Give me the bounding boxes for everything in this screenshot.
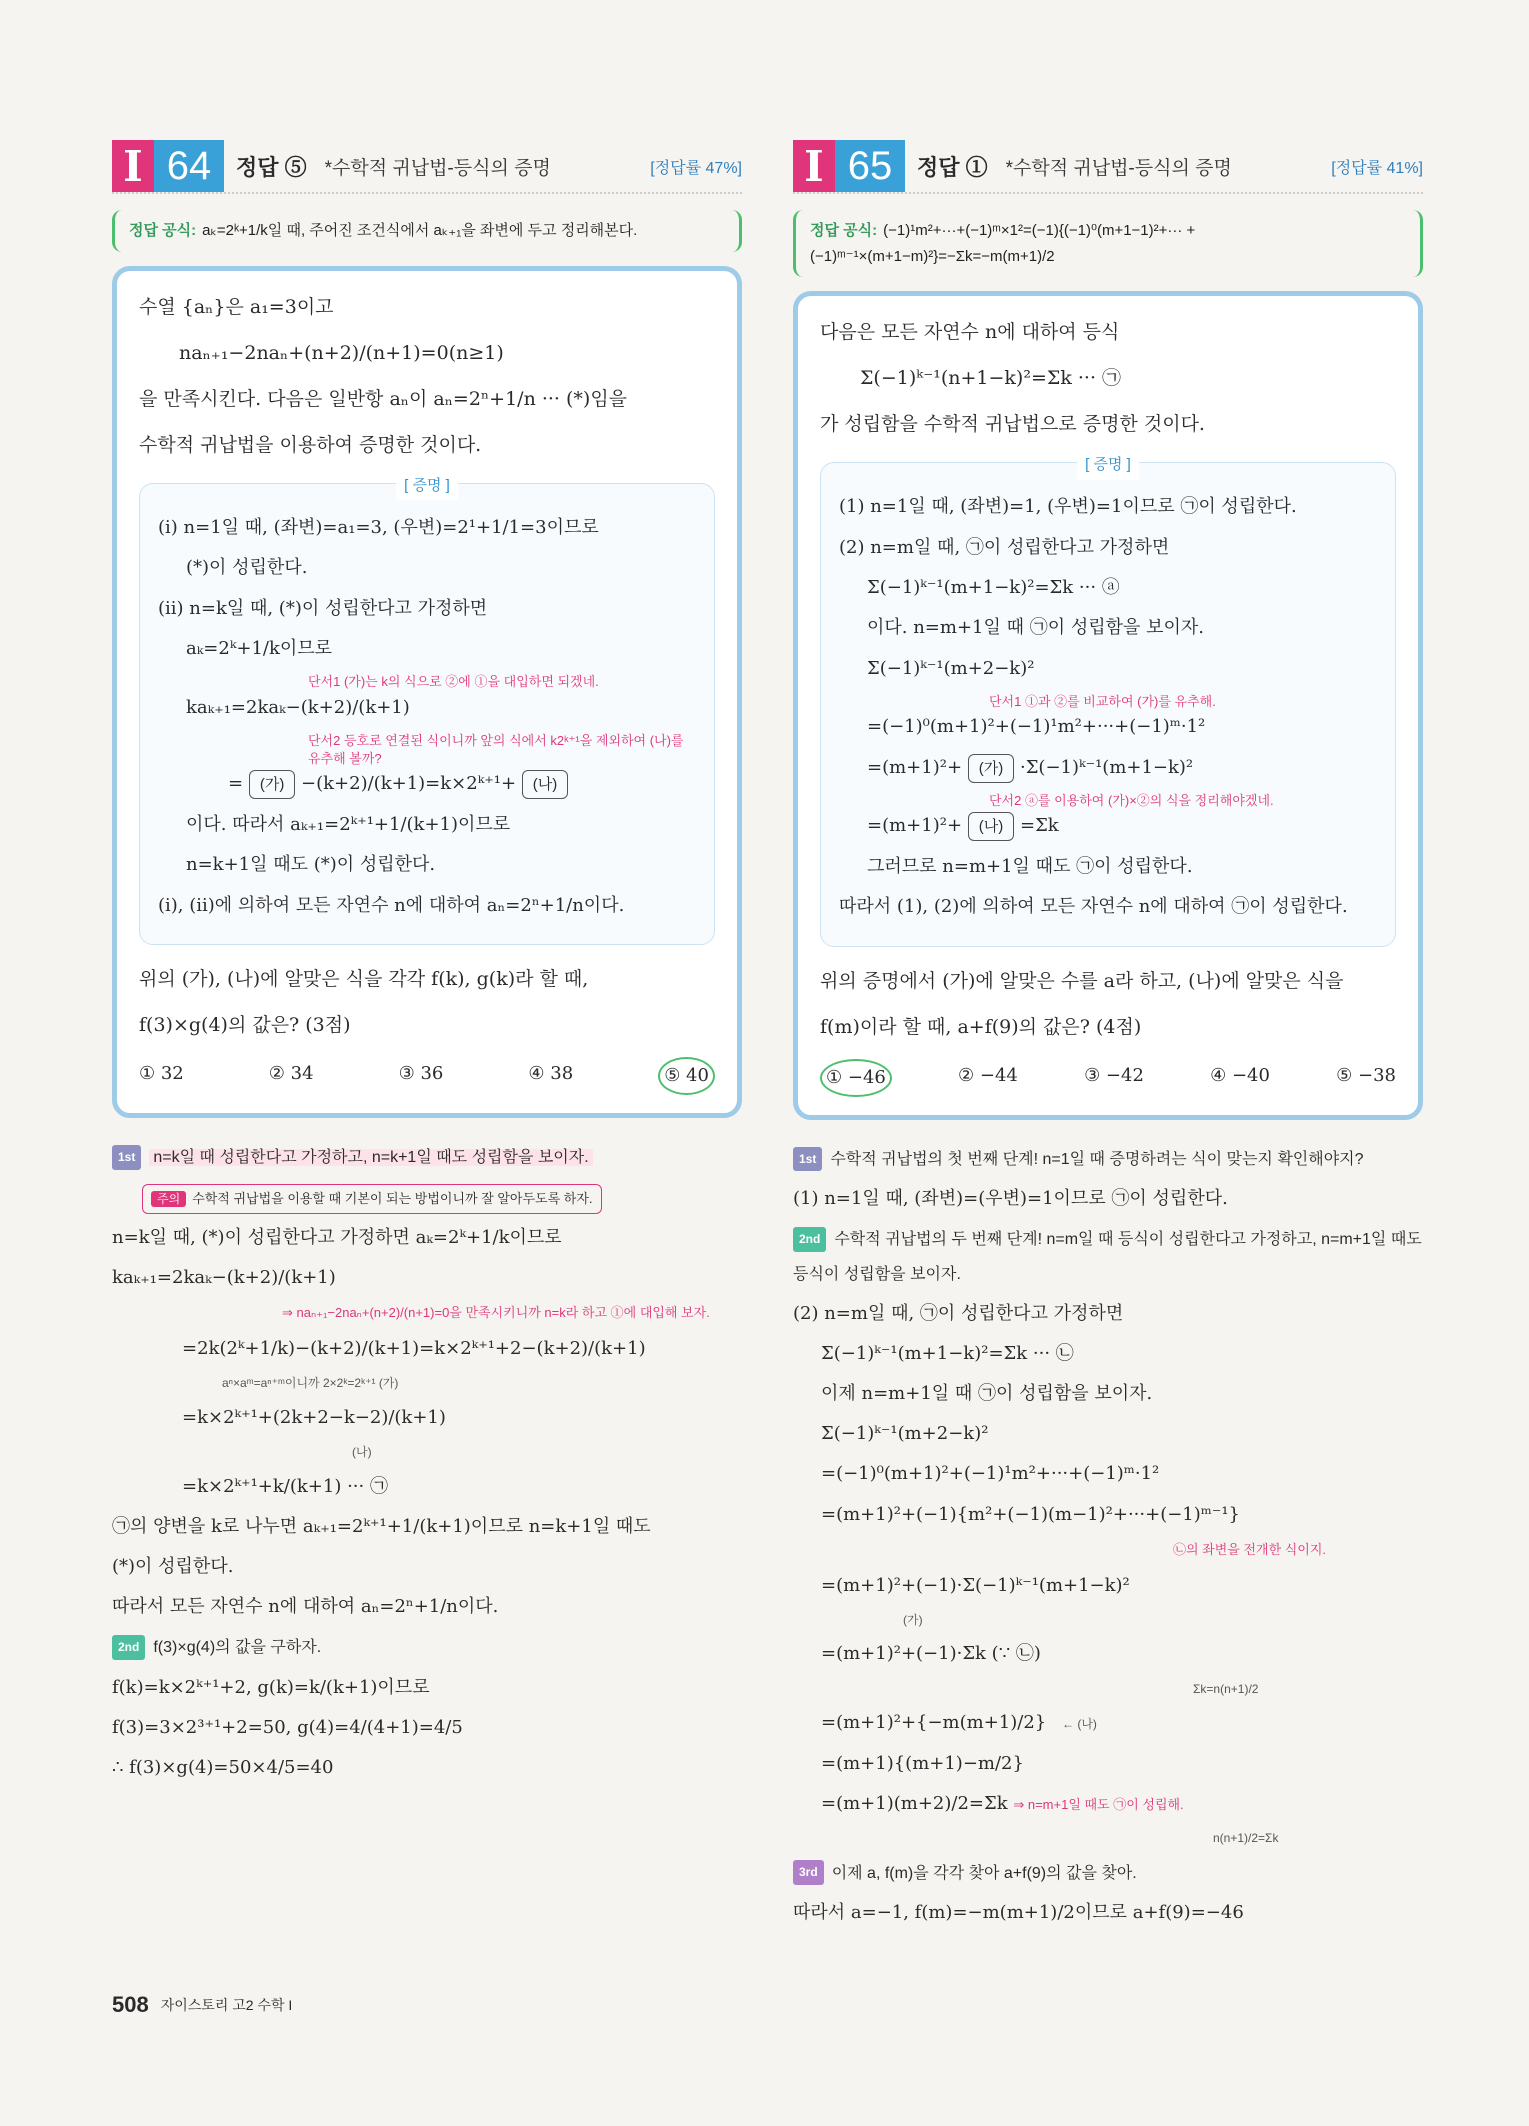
eq-part: ·Σ(−1)ᵏ⁻¹(m+1−k)² [1019, 756, 1194, 778]
problem-number: 64 [154, 140, 224, 192]
solution-line: =(m+1)²+(−1)·Σk (∵ ㉡) [821, 1643, 1041, 1665]
correct-rate: [정답률 41%] [1331, 159, 1423, 177]
warning-badge: 주의 [151, 1191, 186, 1207]
solution-line: ∴ f(3)×g(4)=50×4/5=40 [112, 1757, 334, 1779]
solution [112, 1140, 742, 1785]
question-line: 위의 (가), (나)에 알맞은 식을 각각 f(k), g(k)라 할 때, [139, 967, 589, 990]
blank-na: (나) [522, 770, 568, 799]
choice-3[interactable]: ③ −42 [1084, 1064, 1144, 1086]
proof-line: (1) n=1일 때, (좌변)=1, (우변)=1이므로 ㉠이 성립한다. [839, 496, 1297, 518]
step-1st-badge: 1st [112, 1145, 141, 1170]
question-line: f(m)이라 할 때, a+f(9)의 값은? (4점) [820, 1015, 1142, 1038]
step-1st-text: 수학적 귀납법의 첫 번째 단계! n=1일 때 증명하려는 식이 맞는지 확인해야지? [830, 1150, 1364, 1168]
hint-2: 단서2 ⓐ를 이용하여 (가)×②의 식을 정리해야겠네. [989, 793, 1274, 809]
warning-text: 수학적 귀납법을 이용할 때 기본이 되는 방법이니까 잘 알아두도록 하자. [192, 1190, 593, 1206]
question-box [793, 291, 1423, 1120]
proof-line [158, 768, 696, 800]
book-title: 자이스토리 고2 수학 I [160, 1997, 293, 2013]
eq-part: =(m+1)²+ [867, 815, 963, 837]
step-2nd-badge: 2nd [112, 1635, 145, 1660]
solution-line: =(m+1)²+(−1)·Σ(−1)ᵏ⁻¹(m+1−k)² [821, 1574, 1130, 1596]
hint-1: 단서1 (가)는 k의 식으로 ②에 ①을 대입하면 되겠네. [308, 674, 599, 690]
solution-line [793, 1706, 1423, 1740]
solution-note: (가) [903, 1612, 923, 1627]
question-line: 다음은 모든 자연수 n에 대하여 등식 [820, 321, 1120, 343]
eq-part: =(m+1)²+{−m(m+1)/2} [821, 1712, 1047, 1734]
solution-note: ← (나) [1061, 1717, 1097, 1732]
proof-line: aₖ=2ᵏ+1/k이므로 [186, 638, 333, 660]
proof-line: n=k+1일 때도 (*)이 성립한다. [186, 854, 436, 876]
topic-label: *수학적 귀납법-등식의 증명 [324, 157, 551, 179]
solution-line: 따라서 a=−1, f(m)=−m(m+1)/2이므로 a+f(9)=−46 [793, 1902, 1244, 1924]
problem-header [793, 140, 1423, 194]
proof-line: Σ(−1)ᵏ⁻¹(m+1−k)²=Σk ··· ⓐ [867, 577, 1120, 599]
solution-note: Σk=n(n+1)/2 [1193, 1681, 1259, 1696]
proof-box [820, 456, 1396, 946]
solution-line: =k×2ᵏ⁺¹+(2k+2−k−2)/(k+1) [182, 1406, 446, 1428]
step-3rd-text: 이제 a, f(m)을 각각 찾아 a+f(9)의 값을 찾아. [831, 1864, 1137, 1882]
choice-5-correct[interactable]: ⑤ 40 [658, 1057, 715, 1095]
proof-line: Σ(−1)ᵏ⁻¹(m+2−k)² [867, 657, 1035, 679]
solution-line: f(k)=k×2ᵏ⁺¹+2, g(k)=k/(k+1)이므로 [112, 1676, 430, 1698]
proof-line: 따라서 (1), (2)에 의하여 모든 자연수 n에 대하여 ㉠이 성립한다. [839, 896, 1348, 918]
answer-formula [112, 210, 742, 252]
unit-badge: I [112, 140, 154, 192]
step-1st-badge: 1st [793, 1147, 822, 1172]
problem-65 [793, 140, 1423, 1936]
choice-3[interactable]: ③ 36 [398, 1063, 444, 1085]
proof-line: (i), (ii)에 의하여 모든 자연수 n에 대하여 aₙ=2ⁿ+1/n이다. [158, 894, 625, 916]
question-line: 수열 {aₙ}은 a₁=3이고 [139, 295, 334, 318]
choice-2[interactable]: ② −44 [958, 1064, 1018, 1086]
solution-line: (2) n=m일 때, ㉠이 성립한다고 가정하면 [793, 1302, 1124, 1324]
formula-text: aₖ=2ᵏ+1/k일 때, 주어진 조건식에서 aₖ₊₁을 좌변에 두고 정리해본다. [202, 222, 638, 239]
solution-line: n=k일 때, (*)이 성립한다고 가정하면 aₖ=2ᵏ+1/k이므로 [112, 1226, 562, 1248]
solution-line: 이제 n=m+1일 때 ㉠이 성립함을 보이자. [821, 1383, 1153, 1405]
solution-note: ⇒ n=m+1일 때도 ㉠이 성립해. [1013, 1796, 1184, 1812]
step-2nd-badge: 2nd [793, 1227, 826, 1252]
eq-part: = [228, 773, 244, 795]
formula-label: 정답 공식: [129, 222, 197, 239]
formula-label: 정답 공식: [810, 222, 878, 239]
question-line: 을 만족시킨다. 다음은 일반항 aₙ이 aₙ=2ⁿ+1/n ··· (*)임을 [139, 387, 628, 410]
proof-line: (2) n=m일 때, ㉠이 성립한다고 가정하면 [839, 536, 1170, 558]
solution [793, 1142, 1423, 1930]
correct-rate: [정답률 47%] [650, 159, 742, 177]
solution-line [793, 1787, 1423, 1821]
topic-label: *수학적 귀납법-등식의 증명 [1005, 157, 1232, 179]
choice-4[interactable]: ④ −40 [1210, 1064, 1270, 1086]
step-1st-text: n=k일 때 성립한다고 가정하고, n=k+1일 때도 성립함을 보이자. [149, 1149, 592, 1166]
problem-header [112, 140, 742, 194]
answer-label: 정답 ⑤ [236, 154, 307, 180]
step-3rd-badge: 3rd [793, 1860, 824, 1885]
step-2nd-text: 수학적 귀납법의 두 번째 단계! n=m일 때 등식이 성립한다고 가정하고, n=m+1일 때도 등식이 성립함을 보이자. [793, 1231, 1422, 1283]
solution-note: aⁿ×aᵐ=aⁿ⁺ᵐ이니까 2×2ᵏ=2ᵏ⁺¹ (가) [222, 1375, 399, 1390]
answer-label: 정답 ① [917, 154, 988, 180]
answer-choices [820, 1059, 1396, 1097]
eq-part: −(k+2)/(k+1)=k×2ᵏ⁺¹+ [301, 773, 517, 795]
proof-title: [ 증명 ] [1077, 451, 1139, 480]
solution-line: =2k(2ᵏ+1/k)−(k+2)/(k+1)=k×2ᵏ⁺¹+2−(k+2)/(k+1) [182, 1337, 646, 1359]
eq-part: =(m+1)²+ [867, 756, 963, 778]
solution-note: (나) [352, 1444, 372, 1459]
choice-5[interactable]: ⑤ −38 [1336, 1064, 1396, 1086]
question-line: 위의 증명에서 (가)에 알맞은 수를 a라 하고, (나)에 알맞은 식을 [820, 969, 1344, 992]
solution-line: (*)이 성립한다. [112, 1556, 234, 1578]
question-equation: naₙ₊₁−2naₙ+(n+2)/(n+1)=0(n≥1) [179, 341, 504, 364]
page-number: 508 [112, 1992, 149, 2017]
solution-line: kaₖ₊₁=2kaₖ−(k+2)/(k+1) [112, 1266, 336, 1288]
unit-badge: I [793, 140, 835, 192]
proof-line: 이다. 따라서 aₖ₊₁=2ᵏ⁺¹+1/(k+1)이므로 [186, 813, 511, 835]
proof-line: (ii) n=k일 때, (*)이 성립한다고 가정하면 [158, 597, 488, 619]
blank-na: (나) [968, 812, 1014, 841]
hint-1: 단서1 ①과 ②를 비교하여 (가)를 유추해. [989, 694, 1216, 710]
solution-note: n(n+1)/2=Σk [1213, 1831, 1279, 1846]
proof-box [139, 476, 715, 945]
proof-line [839, 752, 1377, 784]
proof-line: =(−1)⁰(m+1)²+(−1)¹m²+···+(−1)ᵐ·1² [867, 716, 1206, 738]
eq-part: =(m+1)(m+2)/2=Σk [821, 1792, 1008, 1814]
answer-choices [139, 1057, 715, 1095]
solution-line: ㉠의 양변을 k로 나누면 aₖ₊₁=2ᵏ⁺¹+1/(k+1)이므로 n=k+1일 때도 [112, 1515, 651, 1537]
solution-line: Σ(−1)ᵏ⁻¹(m+2−k)² [821, 1423, 989, 1445]
solution-line: Σ(−1)ᵏ⁻¹(m+1−k)²=Σk ··· ㉡ [821, 1342, 1074, 1364]
solution-note: ㉡의 좌변을 전개한 식이지. [1173, 1541, 1327, 1557]
blank-ga: (가) [968, 754, 1014, 783]
problem-number: 65 [835, 140, 905, 192]
question-line: 수학적 귀납법을 이용하여 증명한 것이다. [139, 433, 482, 456]
proof-line: (*)이 성립한다. [186, 557, 308, 579]
proof-line [839, 810, 1377, 842]
solution-line: 따라서 모든 자연수 n에 대하여 aₙ=2ⁿ+1/n이다. [112, 1596, 499, 1618]
solution-line: =(m+1){(m+1)−m/2} [821, 1752, 1024, 1774]
solution-line: =(m+1)²+(−1){m²+(−1)(m−1)²+···+(−1)ᵐ⁻¹} [821, 1503, 1240, 1525]
proof-title: [ 증명 ] [396, 472, 458, 501]
solution-line: =(−1)⁰(m+1)²+(−1)¹m²+···+(−1)ᵐ·1² [821, 1463, 1160, 1485]
step-2nd-text: f(3)×g(4)의 값을 구하자. [153, 1639, 322, 1657]
formula-text: (−1)¹m²+···+(−1)ᵐ×1²=(−1){(−1)⁰(m+1−1)²+··· +(−1)ᵐ⁻¹×(m+1−m)²}=−Σk=−m(m+1)/2 [810, 222, 1196, 265]
proof-line: kaₖ₊₁=2kaₖ−(k+2)/(k+1) [186, 696, 410, 718]
proof-line: 이다. n=m+1일 때 ㉠이 성립함을 보이자. [867, 617, 1204, 639]
solution-note: ⇒ naₙ₊₁−2naₙ+(n+2)/(n+1)=0을 만족시키니까 n=k라 하고 ①에 대입해 보자. [282, 1305, 710, 1321]
problem-64 [112, 140, 742, 1791]
question-line: f(3)×g(4)의 값은? (3점) [139, 1014, 351, 1037]
eq-part: =Σk [1019, 815, 1059, 837]
question-equation: Σ(−1)ᵏ⁻¹(n+1−k)²=Σk ··· ㉠ [860, 367, 1122, 390]
choice-4[interactable]: ④ 38 [528, 1063, 574, 1085]
solution-line: =k×2ᵏ⁺¹+k/(k+1) ··· ㉠ [182, 1475, 388, 1497]
warning-box [142, 1184, 602, 1215]
answer-formula [793, 210, 1423, 277]
solution-line: f(3)=3×2³⁺¹+2=50, g(4)=4/(4+1)=4/5 [112, 1716, 463, 1738]
page-footer [112, 1992, 292, 2018]
question-line: 가 성립함을 수학적 귀납법으로 증명한 것이다. [820, 413, 1205, 436]
question-box [112, 266, 742, 1119]
choice-2[interactable]: ② 34 [268, 1063, 314, 1085]
solution-line: (1) n=1일 때, (좌변)=(우변)=1이므로 ㉠이 성립한다. [793, 1188, 1228, 1210]
choice-1[interactable]: ① 32 [139, 1063, 184, 1085]
proof-line: (i) n=1일 때, (좌변)=a₁=3, (우변)=2¹+1/1=3이므로 [158, 516, 599, 538]
proof-line: 그러므로 n=m+1일 때도 ㉠이 성립한다. [867, 855, 1193, 877]
blank-ga: (가) [249, 770, 295, 799]
hint-2: 단서2 등호로 연결된 식이니까 앞의 식에서 k2ᵏ⁺¹을 제외하여 (나)를 유추해 볼까? [308, 733, 684, 767]
choice-1-correct[interactable]: ① −46 [820, 1059, 892, 1097]
